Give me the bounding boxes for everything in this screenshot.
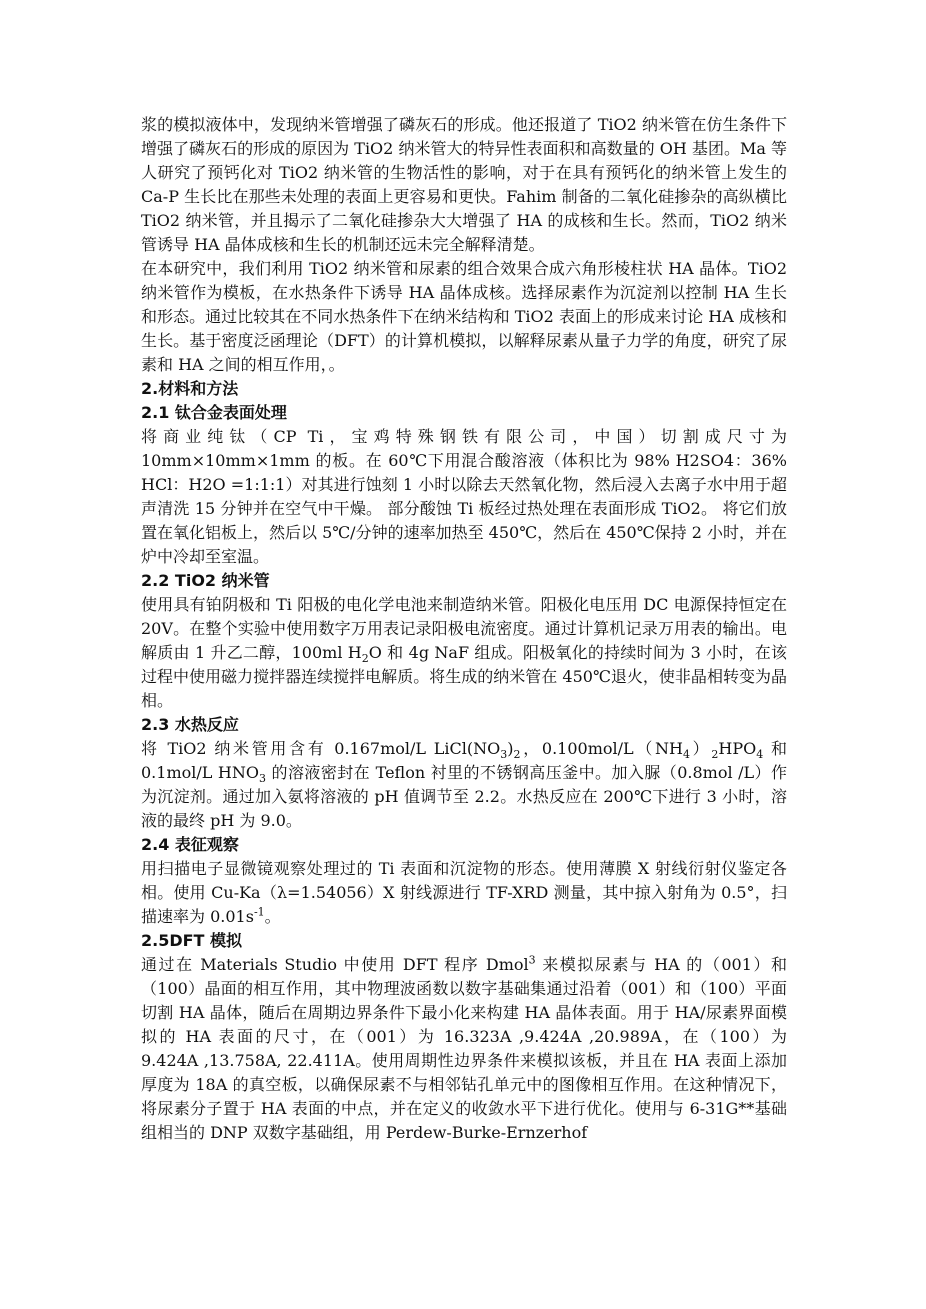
section-heading-2-2: 2.2 TiO2 纳米管 [141,571,270,590]
study-paragraph: 在本研究中，我们利用 TiO2 纳米管和尿素的组合效果合成六角形棱柱状 HA 晶体。TiO2 纳米管作为模板，在水热条件下诱导 HA 晶体成核。选择尿素作为沉淀剂以控制 HA 生长和形态。通过比较其在不同水热条件下在纳米结构和 TiO2 表面上的形成来讨论 HA 成核和生长。基于密度泛函理论（DFT）的计算机模拟，以解释尿素从量子力学的角度，研究了尿素和 HA 之间的相互作用，。 [141,259,787,374]
section-2-4-text: 用扫描电子显微镜观察处理过的 Ti 表面和沉淀物的形态。使用薄膜 X 射线衍射仪鉴定各相。使用 Cu-Ka（λ=1.54056）X 射线源进行 TF-XRD 测量，其中掠入射角为 0.5°，扫描速率为 $0.01s^{-1}$。 [141,859,787,926]
section-heading-2: 2.材料和方法 [141,379,239,398]
document-page [141,113,787,1145]
section-2-2-text: 使用具有铂阴极和 Ti 阳极的电化学电池来制造纳米管。阳极化电压用 DC 电源保持恒定在 20V。在整个实验中使用数字万用表记录阳极电流密度。通过计算机记录万用表的输出。电解质由 1 升乙二醇，100ml $H_2O$ 和 4g NaF 组成。阳极氧化的持续时间为 3 小时，在该过程中使用磁力搅拌器连续搅拌电解质。将生成的纳米管在 450℃退火，使非晶相转变为晶相。 [141,595,787,710]
section-2-5-text: 通过在 Materials Studio 中使用 DFT 程序 Dmol$^3$ 来模拟尿素与 HA 的（001）和（100）晶面的相互作用，其中物理波函数以数字基础集通过沿着（001）和（100）平面切割 HA 晶体，随后在周期边界条件下最小化来构建 HA 晶体表面。用于 HA/尿素界面模拟的 HA 表面的尺寸，在（001）为 16.323A ,9.424A ,20.989A，在（100）为 9.424A ,13.758A, 22.411A。使用周期性边界条件来模拟该板，并且在 HA 表面上添加厚度为 18A 的真空板，以确保尿素不与相邻钻孔单元中的图像相互作用。在这种情况下，将尿素分子置于 HA 表面的中点，并在定义的收敛水平下进行优化。使用与 6-31G**基础组相当的 DNP 双数字基础组，用 Perdew-Burke-Ernzerhof [141,953,787,1142]
section-2-3-text: 将 TiO2 纳米管用含有 0.167mol/L $LiCl(NO_3)_2$，$0.100mol/L(NH_4)_2HPO_4$ 和 0.1mol/L $HNO_3$ 的溶液密封在 Teflon 衬里的不锈钢高压釜中。加入脲（0.8mol /L）作为沉淀剂。通过加入氨将溶液的 pH 值调节至 2.2。水热反应在 200℃下进行 3 小时，溶液的最终 pH 为 9.0。 [141,739,787,830]
section-heading-2-3: 2.3 水热反应 [141,715,239,734]
intro-paragraph: 浆的模拟液体中，发现纳米管增强了磷灰石的形成。他还报道了 TiO2 纳米管在仿生条件下增强了磷灰石的形成的原因为 TiO2 纳米管大的特异性表面积和高数量的 OH 基团。Ma 等人研究了预钙化对 TiO2 纳米管的生物活性的影响，对于在具有预钙化的纳米管上发生的 Ca-P 生长比在那些未处理的表面上更容易和更快。Fahim 制备的二氧化硅掺杂的高纵横比 TiO2 纳米管，并且揭示了二氧化硅掺杂大大增强了 HA 的成核和生长。然而，TiO2 纳米管诱导 HA 晶体成核和生长的机制还远未完全解释清楚。 [141,115,787,254]
section-heading-2-1: 2.1 钛合金表面处理 [141,403,287,422]
section-heading-2-5: 2.5DFT 模拟 [141,931,243,950]
section-heading-2-4: 2.4 表征观察 [141,835,239,854]
section-2-1-text: 将商业纯钛（CP Ti，宝鸡特殊钢铁有限公司，中国）切割成尺寸为 10mm×10mm×1mm 的板。在 60℃下用混合酸溶液（体积比为 98% H2SO4：36% HCl：H2O =1:1:1）对其进行蚀刻 1 小时以除去天然氧化物，然后浸入去离子水中用于超声清洗 15 分钟并在空气中干燥。 部分酸蚀 Ti 板经过热处理在表面形成 TiO2。 将它们放置在氧化铝板上，然后以 5℃/分钟的速率加热至 450℃，然后在 450℃保持 2 小时，并在炉中冷却至室温。 [141,427,787,566]
